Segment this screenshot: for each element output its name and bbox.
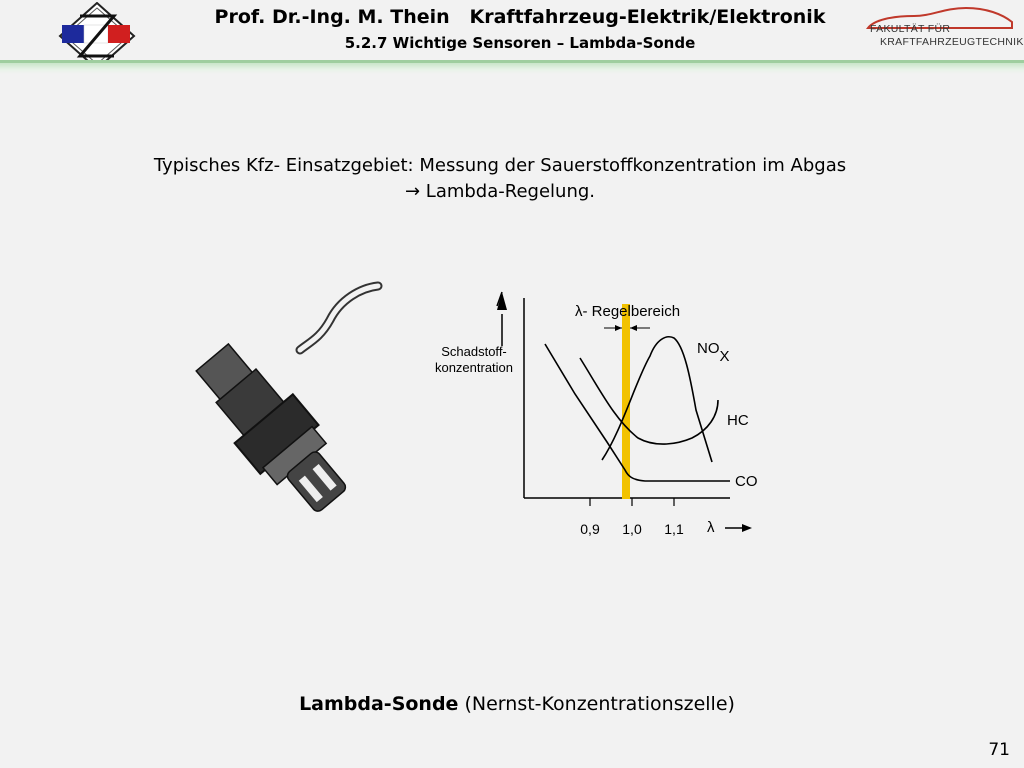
x-arrow-head-icon [742, 524, 752, 532]
page-number: 71 [988, 740, 1010, 760]
x-tick-0-9: 0,9 [580, 521, 600, 537]
co-label: CO [735, 473, 758, 490]
intro-text [100, 153, 900, 205]
nox-label: NOX [697, 340, 730, 365]
lambda-band-label: λ- Regelbereich [575, 303, 681, 320]
intro-line-2: → Lambda-Regelung. [404, 181, 595, 202]
lambda-sensor-illustration [150, 280, 390, 540]
co-curve [545, 344, 730, 481]
header-gradient-band [0, 63, 1024, 74]
header-subtitle: 5.2.7 Wichtige Sensoren – Lambda-Sonde [344, 34, 696, 52]
caption-bold: Lambda-Sonde [299, 693, 459, 715]
x-axis-lambda-symbol: λ [707, 519, 715, 536]
faculty-logo-text-2: KRAFTFAHRZEUGTECHNIK [880, 36, 1024, 48]
lambda-emission-diagram [400, 280, 780, 550]
x-tick-1-1: 1,1 [664, 521, 684, 537]
faculty-logo-text-1: FAKULTÄT FÜR [870, 23, 951, 35]
lambda-control-band [622, 304, 630, 499]
y-axis-label-2: konzentration [434, 360, 514, 375]
caption-rest: (Nernst-Konzentrationszelle) [458, 693, 735, 715]
y-axis-label-1: Schadstoff- [441, 344, 507, 359]
figure-caption [100, 693, 934, 715]
x-tick-1-0: 1,0 [622, 521, 642, 537]
header-title: Prof. Dr.-Ing. M. Thein Kraftfahrzeug-Elektrik/Elektronik [214, 6, 826, 28]
intro-line-1: Typisches Kfz- Einsatzgebiet: Messung der Sauerstoffkonzentration im Abgas [153, 155, 847, 176]
slide-header [0, 0, 1024, 62]
hc-label: HC [727, 412, 749, 429]
